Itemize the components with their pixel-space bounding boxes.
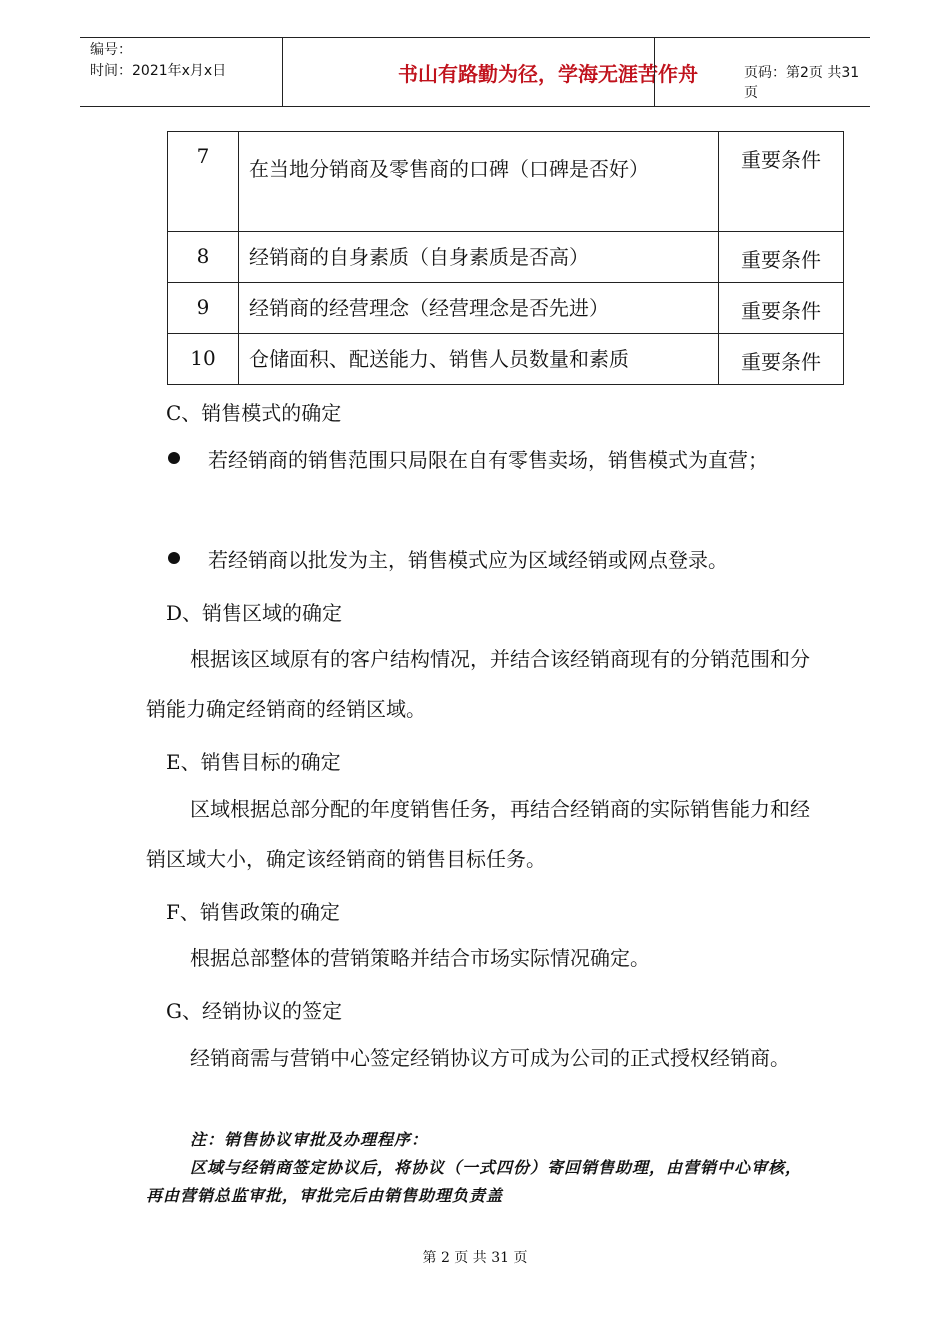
section-f-paragraph: 根据总部整体的营销策略并结合市场实际情况确定。 [190,946,650,970]
section-c-bullet-1: 若经销商的销售范围只局限在自有零售卖场，销售模式为直营； [208,448,768,472]
section-c-bullet-2: 若经销商以批发为主，销售模式应为区域经销或网点登录。 [208,548,728,572]
table-row [168,232,844,283]
page-footer: 第 2 页 共 31 页 [422,1250,528,1266]
row-description: 经销商的自身素质（自身素质是否高） [239,232,719,283]
header-page-info: 页码：第2页 共31页 [744,65,860,101]
row-condition: 重要条件 [719,334,844,385]
section-g-paragraph: 经销商需与营销中心签定经销协议方可成为公司的正式授权经销商。 [190,1046,790,1070]
section-d-paragraph: 根据该区域原有的客户结构情况，并结合该经销商现有的分销范围和分销能力确定经销商的经销区域。 [146,647,810,721]
row-number: 10 [168,334,239,385]
section-c-heading: C、销售模式的确定 [166,401,342,425]
header-motto: 书山有路勤为径，学海无涯苦作舟 [398,61,698,86]
header-divider [282,38,283,106]
row-number: 7 [168,132,239,232]
row-number: 9 [168,283,239,334]
table-row [168,283,844,334]
note-title: 注：销售协议审批及办理程序： [190,1130,429,1149]
row-description: 经销商的经营理念（经营理念是否先进） [239,283,719,334]
section-e-paragraph: 区域根据总部分配的年度销售任务，再结合经销商的实际销售能力和经销区域大小，确定该经销商的销售目标任务。 [146,797,810,871]
conditions-table [167,131,844,385]
page-header [80,37,870,107]
row-condition: 重要条件 [719,232,844,283]
note-text: 区域与经销商签定协议后，将协议（一式四份）寄回销售助理，由营销中心审核，再由营销总监审批，审批完后由销售助理负责盖 [146,1158,803,1205]
table-row [168,334,844,385]
time-label: 时间：2021年x月x日 [90,63,227,79]
table-row [168,132,844,232]
section-g-heading: G、经销协议的签定 [166,999,342,1023]
row-description: 在当地分销商及零售商的口碑（口碑是否好） [239,132,719,232]
bullet-icon [168,552,180,564]
section-f-heading: F、销售政策的确定 [166,900,340,924]
bullet-icon [168,452,180,464]
row-description: 仓储面积、配送能力、销售人员数量和素质 [239,334,719,385]
number-label: 编号： [90,42,132,58]
section-d-heading: D、销售区域的确定 [166,601,343,625]
header-divider [654,38,655,106]
header-meta [90,40,226,82]
row-number: 8 [168,232,239,283]
section-e-heading: E、销售目标的确定 [166,750,341,774]
row-condition: 重要条件 [719,283,844,334]
row-condition: 重要条件 [719,132,844,232]
